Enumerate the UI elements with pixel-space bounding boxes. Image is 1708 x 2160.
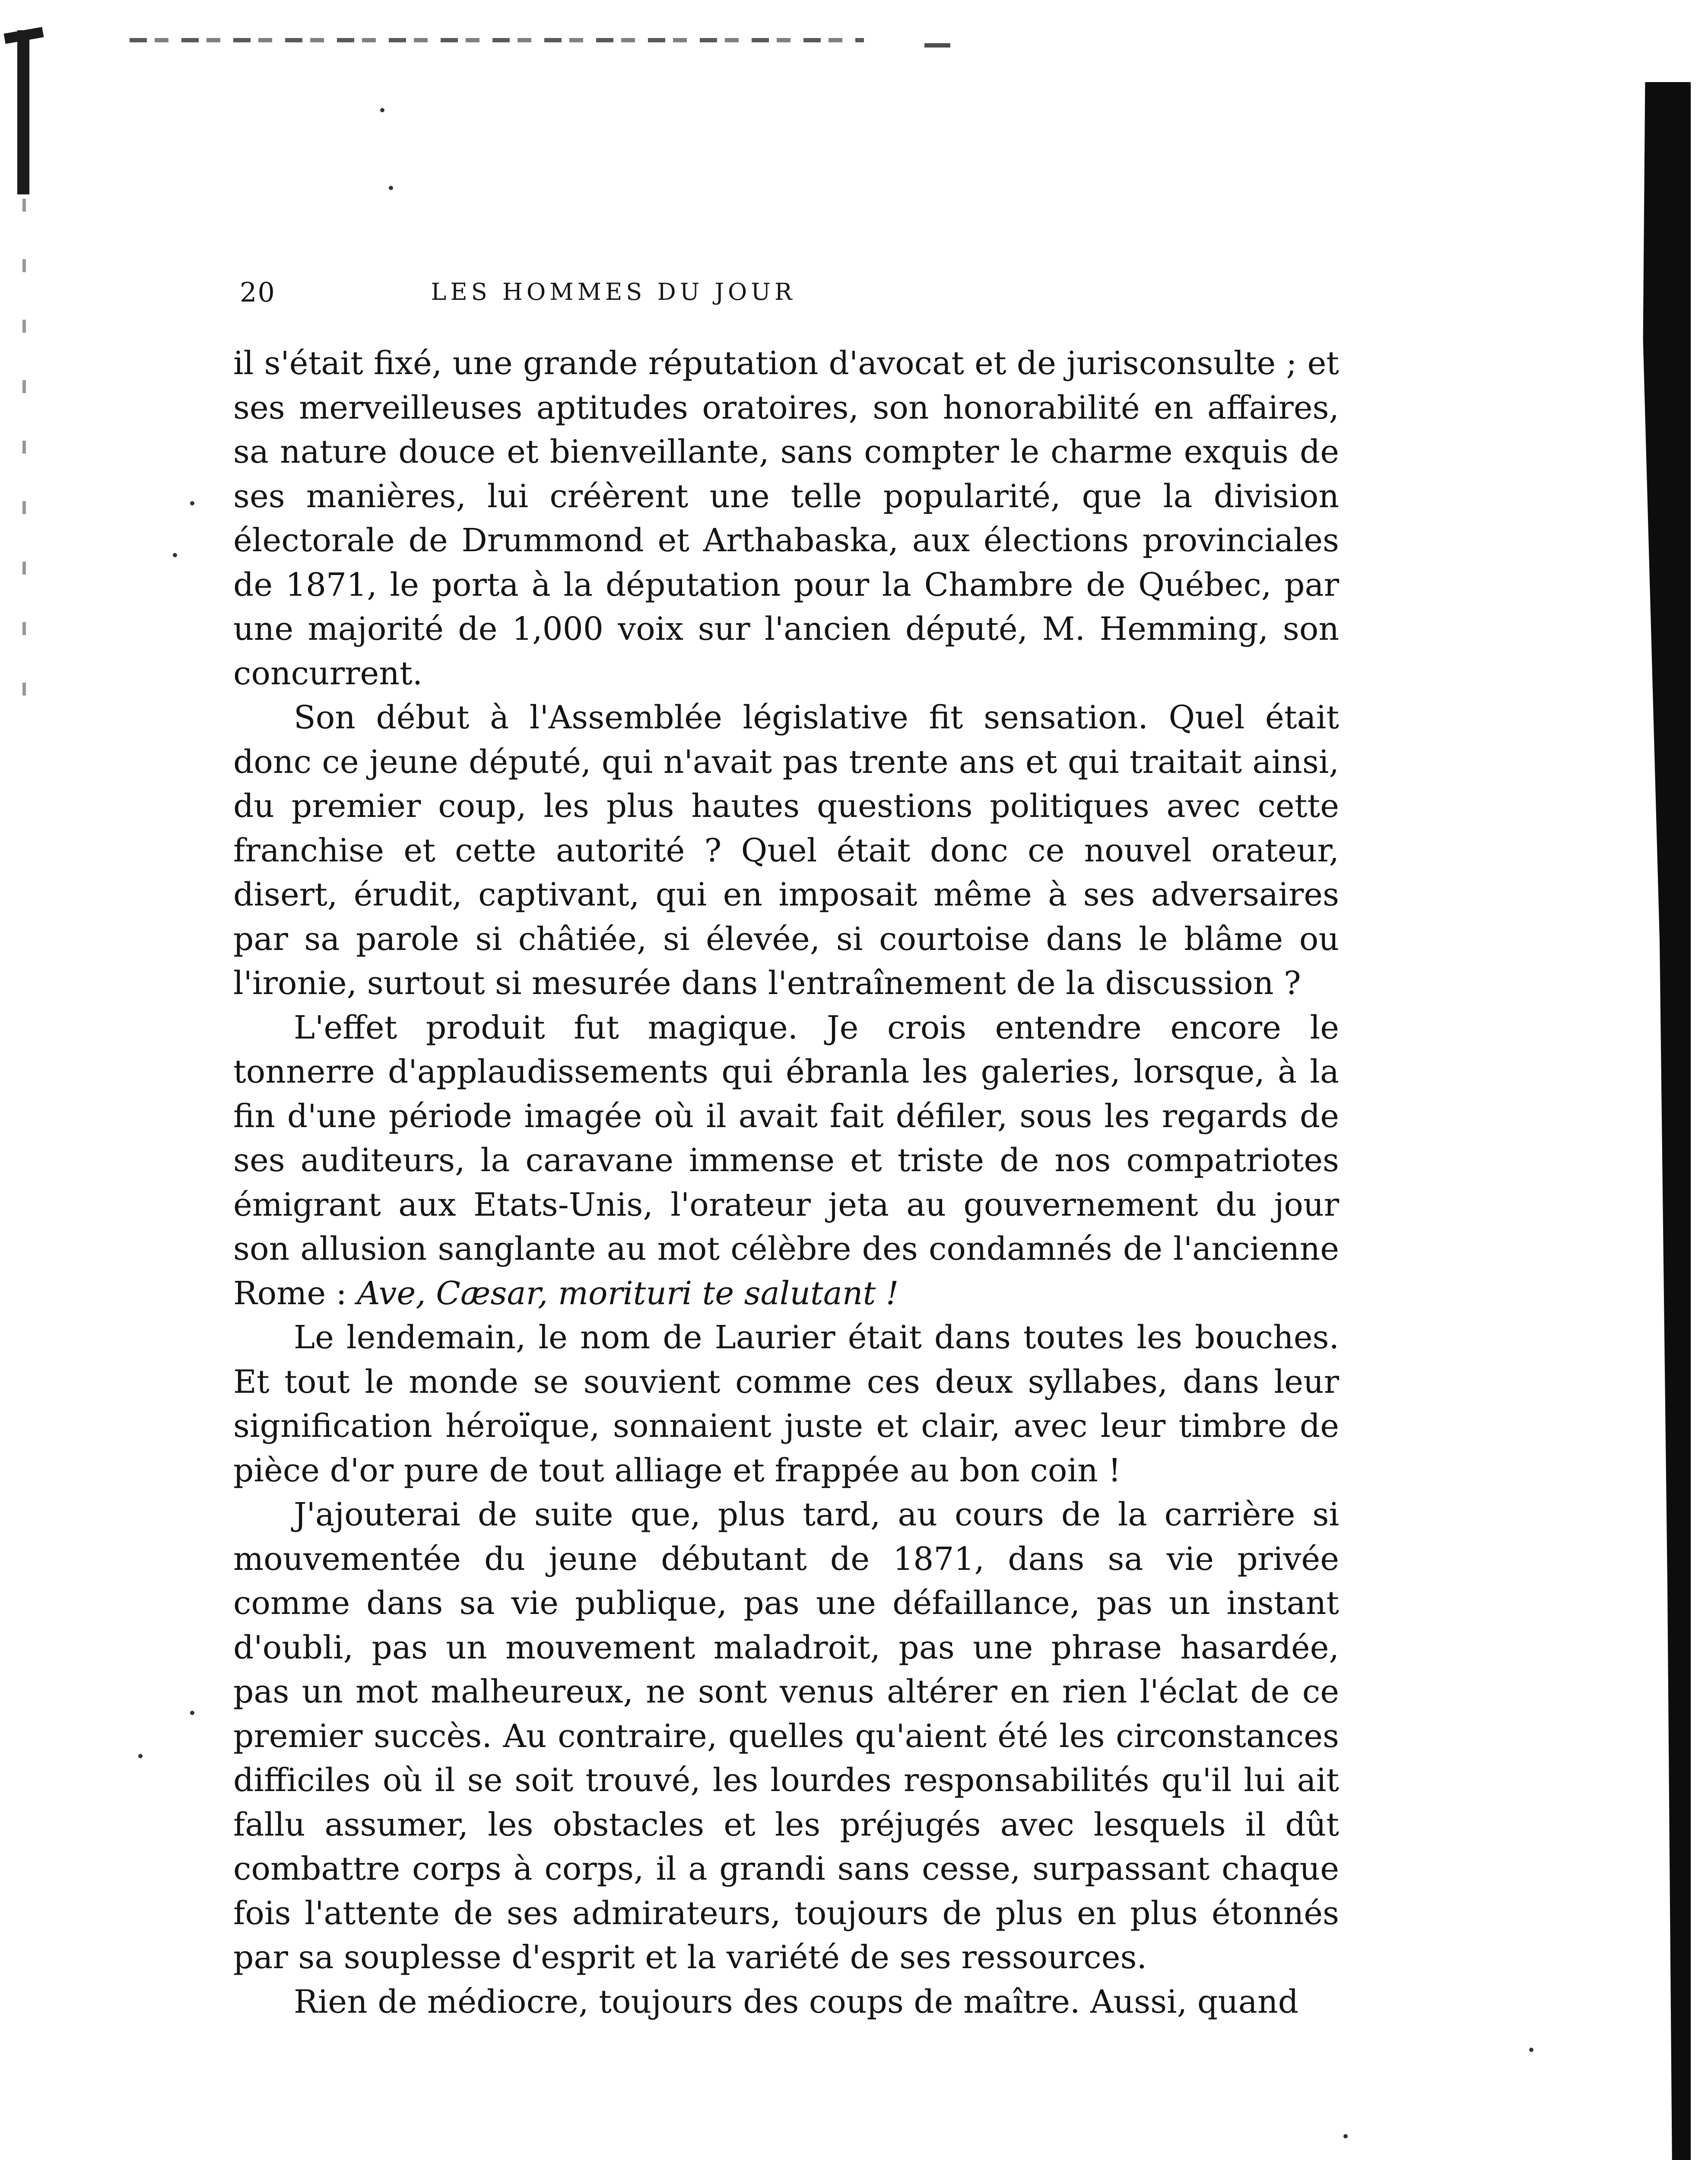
- latin-quote: Ave, Cæsar, morituri te salutant !: [357, 1274, 899, 1312]
- scan-edge-left: [17, 30, 29, 194]
- running-head: LES HOMMES DU JOUR: [431, 278, 796, 305]
- paragraph-4: Le lendemain, le nom de Laurier était dans toutes les bouches. Et tout le monde se souvient comme ces deux syllabes, dans leur signification héroïque, sonnaient juste et clair, avec leur timbre de pièce d'or pure de tout alliage et frappée au bon coin !: [233, 1319, 1339, 1489]
- page-header: [240, 276, 987, 311]
- scan-speck: [138, 1754, 143, 1758]
- paragraph-3-text: L'effet produit fut magique. Je crois entendre encore le tonnerre d'applaudissements qui ébranla les galeries, lorsque, à la fin d'une période imagée où il avait fait défiler, sous les regards de ses auditeurs, la caravane immense et triste de nos compatriotes émigrant aux Etats-Unis, l'orateur jeta au gouvernement du jour son allusion sanglante au mot célèbre des condamnés de l'ancienne Rome :: [233, 1009, 1339, 1312]
- paragraph-3: [233, 1006, 1339, 1316]
- paragraph-1: il s'était fixé, une grande réputation d'avocat et de jurisconsulte ; et ses merveilleuses aptitudes oratoires, son honorabilité en affaires, sa nature douce et bienveillante, sans compter le charme exquis de ses manières, lui créèrent une telle popularité, que la division électorale de Drummond et Arthabaska, aux élections provinciales de 1871, le porta à la députation pour la Chambre de Québec, par une majorité de 1,000 voix sur l'ancien député, M. Hemming, son concurrent.: [233, 345, 1339, 692]
- scan-speck: [1343, 2134, 1348, 2138]
- scan-edge-top: [130, 38, 864, 42]
- scan-edge-right: [1639, 82, 1691, 2160]
- scan-edge-left-ticks: [22, 199, 26, 739]
- scan-speck: [380, 108, 384, 112]
- scan-speck: [173, 553, 177, 557]
- scan-speck: [389, 186, 393, 190]
- body-text: [233, 341, 1339, 2024]
- scan-speck: [190, 1711, 194, 1715]
- scan-speck: [1529, 2048, 1533, 2052]
- scan-mark-top: [924, 43, 950, 48]
- paragraph-5: J'ajouterai de suite que, plus tard, au cours de la carrière si mouvementée du jeune débutant de 1871, dans sa vie privée comme dans sa vie publique, pas une défaillance, pas un instant d'oubli, pas un mouvement maladroit, pas une phrase hasardée, pas un mot malheureux, ne sont venus altérer en rien l'éclat de ce premier succès. Au contraire, quelles qu'aient été les circonstances difficiles où il se soit trouvé, les lourdes responsabilités qu'il lui ait fallu assumer, les obstacles et les préjugés avec lesquels il dût combattre corps à corps, il a grandi sans cesse, surpassant chaque fois l'attente de ses admirateurs, toujours de plus en plus étonnés par sa souplesse d'esprit et la variété de ses ressources.: [233, 1496, 1339, 1976]
- scan-speck: [190, 501, 194, 505]
- paragraph-6: Rien de médiocre, toujours des coups de maître. Aussi, quand: [294, 1983, 1298, 2020]
- page-number: 20: [240, 276, 276, 308]
- paragraph-2: Son début à l'Assemblée législative fit sensation. Quel était donc ce jeune député, qui n'avait pas trente ans et qui traitait ainsi, du premier coup, les plus hautes questions politiques avec cette franchise et cette autorité ? Quel était donc ce nouvel orateur, disert, érudit, captivant, qui en imposait même à ses adversaires par sa parole si châtiée, si élevée, si courtoise dans le blâme ou l'ironie, surtout si mesurée dans l'entraînement de la discussion ?: [233, 699, 1339, 1002]
